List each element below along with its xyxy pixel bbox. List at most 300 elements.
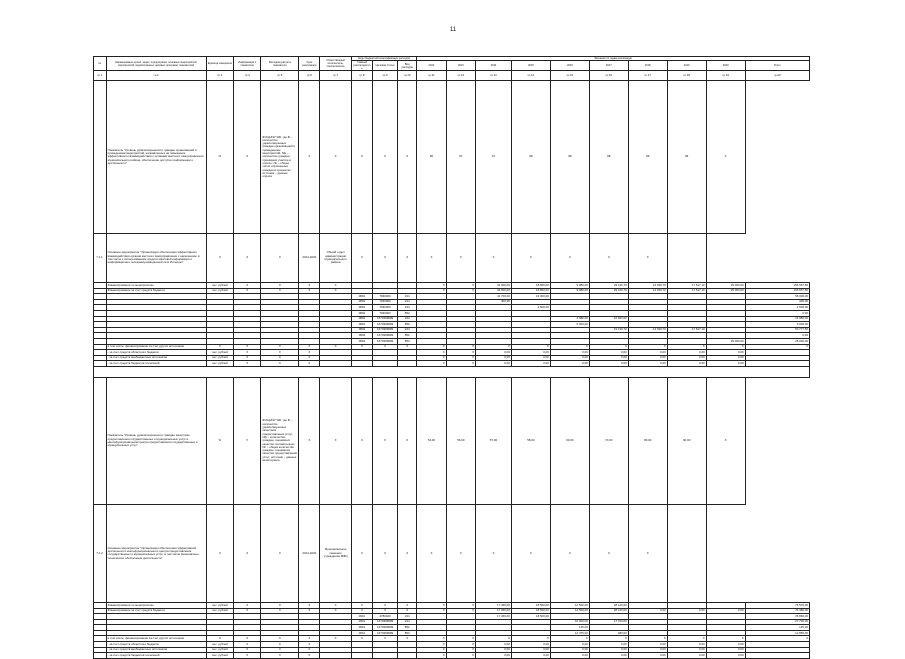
financing-cell: X bbox=[299, 288, 320, 294]
financing-cell: X bbox=[299, 608, 320, 614]
column-number-cell: гр.7 bbox=[320, 71, 352, 81]
financing-value: 156 557,50 bbox=[745, 288, 809, 294]
financing-name: - за счет средств бюджетов поселений bbox=[106, 653, 206, 659]
financing-cell: X bbox=[234, 636, 261, 642]
event-period: 2014-2020 bbox=[299, 504, 320, 602]
financing-value: X bbox=[446, 653, 475, 659]
financing-value: 12 855,00 bbox=[745, 630, 809, 636]
financing-value: 29 130,70 bbox=[589, 283, 628, 289]
budget-article-code: 1670399999 bbox=[372, 327, 397, 333]
event-executor: Муниципальное казенное учреждение МФЦ bbox=[320, 504, 352, 602]
event-cell: X bbox=[398, 234, 417, 283]
budget-expense-code: 244 bbox=[398, 614, 417, 620]
column-number-cell: гр.18 bbox=[667, 71, 706, 81]
financing-unit: X bbox=[206, 636, 233, 642]
financing-value: 18 500,00 bbox=[511, 614, 550, 620]
financing-cell: X bbox=[261, 642, 299, 648]
financing-value: 17 366,00 bbox=[476, 602, 512, 608]
financing-value: X bbox=[550, 344, 589, 350]
budget-article-code: 7930000 bbox=[372, 305, 397, 311]
event-cell: X bbox=[351, 234, 372, 283]
financing-value: X bbox=[417, 283, 446, 289]
financing-cell: X bbox=[299, 361, 320, 367]
indicator-value: X bbox=[398, 81, 417, 234]
financing-value: X bbox=[417, 653, 446, 659]
financing-value: 0,00 bbox=[511, 642, 550, 648]
financing-value: 28 120,00 bbox=[589, 608, 628, 614]
financing-value: 0,00 bbox=[550, 647, 589, 653]
financing-value: X bbox=[589, 636, 628, 642]
financing-value: X bbox=[446, 288, 475, 294]
indicator-value: 99 bbox=[628, 81, 667, 234]
budget-article-code: 1670399999 bbox=[372, 630, 397, 636]
financing-unit: тыс. рублей bbox=[206, 355, 233, 361]
financing-value: 18 800,00 bbox=[511, 288, 550, 294]
column-number-cell: гр.20 bbox=[745, 71, 809, 81]
col-grbs-header: Главный распорядитель bbox=[351, 61, 372, 71]
financing-value: X bbox=[745, 344, 809, 350]
col-method-header: Методика расчета показателя bbox=[261, 57, 299, 71]
indicator-value: 57,00 bbox=[476, 377, 512, 504]
financing-value: 25 000,00 bbox=[706, 338, 745, 344]
row-number-cell bbox=[94, 377, 107, 504]
financing-name: Финансирование по мероприятию bbox=[106, 283, 206, 289]
financing-cell: X bbox=[234, 288, 261, 294]
column-number-cell: гр.1 bbox=[94, 71, 107, 81]
financing-value: X bbox=[446, 602, 475, 608]
col-year-header: 2012 bbox=[417, 61, 446, 71]
financing-value: 42 000,00 bbox=[476, 288, 512, 294]
financing-value: X bbox=[511, 344, 550, 350]
budget-expense-code: 244 bbox=[398, 299, 417, 305]
budget-article-code: X bbox=[372, 608, 397, 614]
financing-value: 0,00 bbox=[511, 355, 550, 361]
financing-value: 0,00 bbox=[745, 310, 809, 316]
indicator-value: 99 bbox=[667, 81, 706, 234]
col-year-header: 2018 bbox=[628, 61, 667, 71]
budget-grbs-code: 0901 bbox=[351, 619, 372, 625]
financing-value: 0,00 bbox=[589, 361, 628, 367]
financing-value: 480,00 bbox=[589, 630, 628, 636]
budget-grbs-code: 0901 bbox=[351, 614, 372, 620]
budget-grbs-code: 0804 bbox=[351, 299, 372, 305]
financing-value: X bbox=[417, 355, 446, 361]
budget-expense-code: 852 bbox=[398, 310, 417, 316]
financing-value: 0,00 bbox=[706, 350, 745, 356]
budget-expense-code: 244 bbox=[398, 294, 417, 300]
financing-value: X bbox=[628, 636, 667, 642]
financing-unit: тыс. рублей bbox=[206, 350, 233, 356]
financing-unit: тыс. рублей bbox=[206, 288, 233, 294]
financing-value: 0,00 bbox=[628, 350, 667, 356]
budget-grbs-code: 0804 bbox=[351, 338, 372, 344]
financing-cell: X bbox=[261, 350, 299, 356]
financing-value: 76 486,00 bbox=[745, 608, 809, 614]
financing-value: 9 980,00 bbox=[550, 283, 589, 289]
financing-value: X bbox=[417, 636, 446, 642]
column-number-cell: гр.17 bbox=[628, 71, 667, 81]
financing-cell: X bbox=[261, 361, 299, 367]
financing-value: 0,00 bbox=[706, 642, 745, 648]
financing-value: 27 700,00 bbox=[745, 619, 809, 625]
financing-value: 0,00 bbox=[628, 361, 667, 367]
event-cell: X bbox=[261, 234, 299, 283]
financing-cell: X bbox=[234, 350, 261, 356]
column-number-cell: гр.19 bbox=[706, 71, 745, 81]
financing-value: 300,00 bbox=[745, 299, 809, 305]
budget-grbs-code: X bbox=[351, 608, 372, 614]
indicator-value: 98 bbox=[550, 81, 589, 234]
event-period: 2014-2020 bbox=[299, 234, 320, 283]
financing-value: 29 130,70 bbox=[589, 288, 628, 294]
financing-cell: X bbox=[299, 602, 320, 608]
financing-value: X bbox=[446, 608, 475, 614]
financing-cell: X bbox=[261, 355, 299, 361]
financing-value: 41 700,00 bbox=[476, 294, 512, 300]
financing-value: 0,00 bbox=[511, 361, 550, 367]
budget-grbs-code: 0804 bbox=[351, 305, 372, 311]
budget-expense-code: X bbox=[398, 602, 417, 608]
budget-grbs-code: 0804 bbox=[351, 333, 372, 339]
financing-value: X bbox=[417, 602, 446, 608]
financing-value: 0,00 bbox=[667, 647, 706, 653]
column-number-cell: гр.4 bbox=[234, 71, 261, 81]
budget-grbs-code: 0804 bbox=[351, 310, 372, 316]
event-cell: X bbox=[550, 234, 589, 283]
indicator-value: 97 bbox=[476, 81, 512, 234]
column-number-cell: гр.8 bbox=[351, 71, 372, 81]
spacer-cell bbox=[94, 366, 810, 377]
indicator-value: X bbox=[706, 81, 745, 234]
financing-value: X bbox=[446, 361, 475, 367]
financing-value: X bbox=[706, 344, 745, 350]
financing-value: X bbox=[667, 636, 706, 642]
col-unit-header: Единица измерения bbox=[206, 57, 233, 71]
financing-value: 18 500,00 bbox=[511, 602, 550, 608]
financing-cell: X bbox=[320, 636, 352, 642]
financing-value: 0,00 bbox=[476, 350, 512, 356]
financing-value: 0,00 bbox=[550, 361, 589, 367]
financing-cell: X bbox=[299, 647, 320, 653]
column-number-cell: гр.16 bbox=[589, 71, 628, 81]
column-number-row bbox=[94, 71, 810, 81]
financing-cell: X bbox=[320, 344, 352, 350]
event-cell: X bbox=[234, 504, 261, 602]
event-number: 7.1.2. bbox=[94, 504, 107, 602]
event-cell: X bbox=[372, 504, 397, 602]
financing-value: 10 000,00 bbox=[550, 619, 589, 625]
financing-value: X bbox=[706, 636, 745, 642]
event-cell: X bbox=[589, 234, 628, 283]
financing-value: X bbox=[446, 636, 475, 642]
financing-value: X bbox=[417, 288, 446, 294]
financing-value: 50 777,50 bbox=[745, 327, 809, 333]
financing-value: 2 500,00 bbox=[745, 305, 809, 311]
financing-cell: X bbox=[261, 288, 299, 294]
budget-expense-code: 244 bbox=[398, 316, 417, 322]
indicator-name: Показатель "Уровень удовлетворенности граждан качеством предоставления государственных и муниципальных услуг в многофункциональном центре предоставления государственных и муниципальных услуг" bbox=[106, 377, 206, 504]
financing-value: 0,00 bbox=[628, 653, 667, 659]
event-cell: X bbox=[417, 504, 446, 602]
financing-value: X bbox=[667, 344, 706, 350]
financing-value: X bbox=[446, 355, 475, 361]
financing-unit: тыс. рублей bbox=[206, 608, 233, 614]
financing-value: X bbox=[417, 647, 446, 653]
financing-value: 12 375,00 bbox=[550, 630, 589, 636]
financing-name: в том числе: финансирование за счет других источников bbox=[106, 636, 206, 642]
budget-grbs-code: 0804 bbox=[351, 294, 372, 300]
financing-value: 0,00 bbox=[550, 355, 589, 361]
financing-value: 0,00 bbox=[667, 355, 706, 361]
financing-value: 0,00 bbox=[550, 350, 589, 356]
financing-value: 25 000,00 bbox=[706, 288, 745, 294]
financing-value: 10 000,00 bbox=[589, 316, 628, 322]
column-number-cell: гр.10 bbox=[398, 71, 417, 81]
event-cell: X bbox=[511, 234, 550, 283]
indicator-unit: % bbox=[206, 81, 233, 234]
financing-value: 0,00 bbox=[476, 361, 512, 367]
event-cell: X bbox=[417, 234, 446, 283]
financing-value: X bbox=[476, 344, 512, 350]
event-cell: X bbox=[261, 504, 299, 602]
budget-grbs-code: 0804 bbox=[351, 316, 372, 322]
financing-value: 18 800,00 bbox=[511, 283, 550, 289]
financing-cell: X bbox=[234, 283, 261, 289]
financing-value: X bbox=[417, 608, 446, 614]
budget-expense-code: 853 bbox=[398, 338, 417, 344]
financing-value: 17 700,00 bbox=[589, 619, 628, 625]
spacer-row bbox=[94, 366, 810, 377]
financing-value: 19 130,70 bbox=[589, 327, 628, 333]
indicator-value: X bbox=[351, 377, 372, 504]
col-executor-header: Ответственный исполнитель, соисполнитель bbox=[320, 57, 352, 71]
financing-value: 42 000,00 bbox=[476, 283, 512, 289]
indicator-value: X bbox=[299, 377, 320, 504]
financing-cell: X bbox=[261, 608, 299, 614]
financing-value: 0,00 bbox=[589, 647, 628, 653]
event-cell: X bbox=[446, 234, 475, 283]
col-name-header: Наименование целей, задач, подпрограмм, основных мероприятий, мероприятий, ведомственных целевых программ, показателей bbox=[106, 57, 206, 71]
financing-value: 12 500,00 bbox=[550, 608, 589, 614]
financing-cell: X bbox=[261, 344, 299, 350]
financing-value: 17 366,00 bbox=[476, 608, 512, 614]
indicator-value: X bbox=[320, 81, 352, 234]
col-year-header: 2017 bbox=[589, 61, 628, 71]
indicator-info: X bbox=[234, 81, 261, 234]
budget-expense-code: 852 bbox=[398, 625, 417, 631]
indicator-value: X bbox=[372, 377, 397, 504]
financing-value: 18 500,00 bbox=[511, 608, 550, 614]
financing-value: 5 000,00 bbox=[550, 322, 589, 328]
event-cell: X bbox=[628, 504, 667, 602]
budget-article-code: X bbox=[372, 344, 397, 350]
financing-cell: X bbox=[299, 653, 320, 659]
row-number-cell bbox=[94, 653, 107, 659]
budget-grbs-code: 0804 bbox=[351, 327, 372, 333]
financing-value: 0,00 bbox=[511, 350, 550, 356]
budget-article-code: 4780020 bbox=[372, 614, 397, 620]
program-table-sheet bbox=[93, 56, 810, 659]
financing-value: 0,00 bbox=[667, 653, 706, 659]
budget-article-code: 1670399999 bbox=[372, 625, 397, 631]
column-number-cell: гр.2 bbox=[106, 71, 206, 81]
program-indicators-table bbox=[93, 56, 810, 659]
indicator-row bbox=[94, 377, 810, 504]
values-by-year-header: Значения по годам реализации bbox=[417, 57, 810, 61]
financing-unit: тыс. рублей bbox=[206, 647, 233, 653]
financing-value bbox=[745, 653, 809, 659]
financing-cell: X bbox=[234, 602, 261, 608]
financing-unit: тыс. рублей bbox=[206, 361, 233, 367]
financing-value: X bbox=[589, 344, 628, 350]
col-year-header: 2015 bbox=[511, 61, 550, 71]
budget-grbs-code: 0804 bbox=[351, 322, 372, 328]
financing-value: 125,00 bbox=[745, 625, 809, 631]
indicator-value: 60,00 bbox=[550, 377, 589, 504]
indicator-value: 80,00 bbox=[628, 377, 667, 504]
budget-article-code: 7930000 bbox=[372, 299, 397, 305]
financing-name: - за счет средств внебюджетных источников bbox=[106, 355, 206, 361]
financing-cell: X bbox=[234, 608, 261, 614]
event-cell: X bbox=[476, 234, 512, 283]
row-number-cell bbox=[94, 81, 107, 234]
budget-article-code: 1670399999 bbox=[372, 338, 397, 344]
indicator-value: 90,00 bbox=[667, 377, 706, 504]
financing-value: 17 617,10 bbox=[667, 283, 706, 289]
financing-name: - за счет средств областного бюджета bbox=[106, 350, 206, 356]
col-year-header: 2013 bbox=[446, 61, 475, 71]
financing-cell: X bbox=[320, 608, 352, 614]
financing-value: X bbox=[446, 344, 475, 350]
indicator-value: 70,00 bbox=[589, 377, 628, 504]
financing-value: 58 000,00 bbox=[745, 294, 809, 300]
budget-grbs-code: 0901 bbox=[351, 625, 372, 631]
financing-value: 14 029,70 bbox=[628, 283, 667, 289]
financing-value: X bbox=[446, 350, 475, 356]
financing-value: 17 617,10 bbox=[667, 327, 706, 333]
financing-cell: X bbox=[299, 283, 320, 289]
indicator-unit: % bbox=[206, 377, 233, 504]
event-row bbox=[94, 234, 810, 283]
event-cell: X bbox=[372, 234, 397, 283]
column-number-cell: гр.14 bbox=[511, 71, 550, 81]
financing-value: 0,00 bbox=[706, 355, 745, 361]
column-number-cell: гр.6 bbox=[299, 71, 320, 81]
financing-value: 0,00 bbox=[667, 350, 706, 356]
page-number: 11 bbox=[449, 27, 457, 33]
event-cell: X bbox=[446, 504, 475, 602]
financing-cell: X bbox=[234, 344, 261, 350]
financing-cell: X bbox=[261, 653, 299, 659]
financing-value: 14 029,70 bbox=[628, 288, 667, 294]
financing-unit: тыс. рублей bbox=[206, 602, 233, 608]
indicator-info: У bbox=[234, 377, 261, 504]
financing-name: - за счет средств внебюджетных источников bbox=[106, 647, 206, 653]
budget-expense-code: X bbox=[398, 608, 417, 614]
column-number-cell: гр.15 bbox=[550, 71, 589, 81]
event-name: Основное мероприятие "Организация обеспечения эффективного взаимодействия органов местного самоуправления с населением, в том числе с использованием средств массовой информации и информационно-телекоммуникационной сети Интернет" bbox=[106, 234, 206, 283]
financing-value: 28 120,00 bbox=[589, 602, 628, 608]
financing-value: 76 576,00 bbox=[745, 602, 809, 608]
financing-cell: X bbox=[299, 355, 320, 361]
col-target-article-header: Целевая статья bbox=[372, 61, 397, 71]
financing-value: 0,00 bbox=[511, 647, 550, 653]
financing-value: X bbox=[446, 642, 475, 648]
event-name: Основное мероприятие "Организация обеспечения эффективной деятельности многофункционального центра предоставления государственных и муниципальных услуг, в том числе материально-техническое обеспечение деятельности" bbox=[106, 504, 206, 602]
column-number-cell: гр.11 bbox=[417, 71, 446, 81]
financing-value: 25 000,00 bbox=[706, 283, 745, 289]
budget-expense-code: 852 bbox=[398, 333, 417, 339]
indicator-value: X bbox=[299, 81, 320, 234]
budget-codes-header: Коды бюджетной классификации расходов bbox=[351, 57, 416, 61]
budget-article-code bbox=[372, 653, 397, 659]
financing-value: 0,00 bbox=[550, 642, 589, 648]
financing-value: 0,00 bbox=[589, 653, 628, 659]
financing-unit: тыс. рублей bbox=[206, 653, 233, 659]
financing-name: - за счет средств областного бюджета bbox=[106, 642, 206, 648]
financing-value: 0,00 bbox=[706, 608, 745, 614]
budget-grbs-code bbox=[351, 653, 372, 659]
col-expense-type-header: Вид расходов bbox=[398, 61, 417, 71]
event-cell: X bbox=[234, 234, 261, 283]
financing-value: 16 300,00 bbox=[511, 294, 550, 300]
event-cell bbox=[667, 234, 706, 283]
event-cell: X bbox=[398, 504, 417, 602]
budget-expense-code bbox=[398, 653, 417, 659]
indicator-value: X bbox=[398, 377, 417, 504]
financing-value: X bbox=[511, 636, 550, 642]
financing-value: 0,00 bbox=[706, 653, 745, 659]
column-number-cell: гр.12 bbox=[446, 71, 475, 81]
col-year-header: 2020 bbox=[706, 61, 745, 71]
financing-value: 0,00 bbox=[706, 647, 745, 653]
event-cell: X bbox=[206, 504, 233, 602]
financing-value: 0,00 bbox=[550, 653, 589, 659]
financing-value: 0,00 bbox=[706, 361, 745, 367]
financing-value: 0,00 bbox=[476, 653, 512, 659]
budget-expense-code: 852 bbox=[398, 322, 417, 328]
financing-name: Финансирование за счет средств бюджета bbox=[106, 288, 206, 294]
financing-value: X bbox=[417, 642, 446, 648]
indicator-value: 56,00 bbox=[446, 377, 475, 504]
financing-value: 35 866,00 bbox=[745, 614, 809, 620]
financing-value: 17 366,00 bbox=[476, 614, 512, 620]
financing-cell: X bbox=[320, 602, 352, 608]
event-cell: X bbox=[351, 504, 372, 602]
financing-unit: X bbox=[206, 344, 233, 350]
financing-value: 156 557,50 bbox=[745, 283, 809, 289]
financing-cell: X bbox=[234, 361, 261, 367]
event-cell: X bbox=[476, 504, 512, 602]
financing-value: 0,00 bbox=[589, 642, 628, 648]
indicator-row bbox=[94, 81, 810, 234]
financing-value: 2 500,00 bbox=[511, 305, 550, 311]
financing-value: 0,00 bbox=[667, 361, 706, 367]
col-year-header: 2014 bbox=[476, 61, 512, 71]
financing-value: 5 000,00 bbox=[745, 322, 809, 328]
financing-value: 0,00 bbox=[589, 355, 628, 361]
financing-cell: X bbox=[234, 653, 261, 659]
budget-article-code: 1670399999 bbox=[372, 619, 397, 625]
financing-value: X bbox=[446, 647, 475, 653]
financing-name: в том числе: финансирование за счет других источников bbox=[106, 344, 206, 350]
indicator-value: 96 bbox=[417, 81, 446, 234]
financing-value: 0,00 bbox=[628, 355, 667, 361]
col-total-header: Итого bbox=[745, 61, 809, 71]
event-cell: X bbox=[589, 504, 628, 602]
financing-name: Финансирование по мероприятию bbox=[106, 602, 206, 608]
col-period-header: Срок реализации bbox=[299, 57, 320, 71]
